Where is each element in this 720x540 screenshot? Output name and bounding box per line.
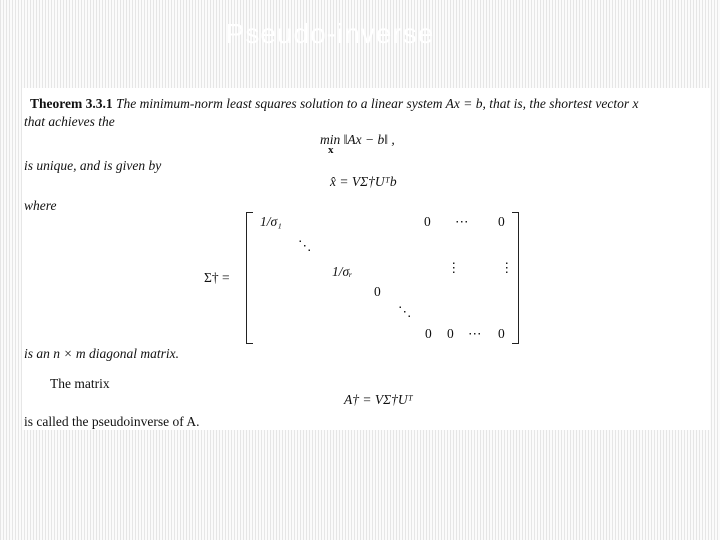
matrix-zero: 0 xyxy=(425,326,432,341)
matrix-zero: 0 xyxy=(424,214,431,229)
slide-title: Pseudo-inverse xyxy=(225,18,435,49)
min-subscript: x xyxy=(328,144,334,156)
matrix-hdots: ⋯ xyxy=(468,326,482,341)
matrix-zero: 0 xyxy=(498,214,505,229)
matrix-vdots: ⋮ xyxy=(447,260,461,275)
called-text: is called the pseudoinverse of A. xyxy=(24,414,200,429)
min-equation: min ‖Ax − b‖ , xyxy=(320,132,395,147)
matrix-hdots: ⋯ xyxy=(455,214,469,229)
right-bracket xyxy=(512,212,519,344)
matrix-zero: 0 xyxy=(447,326,454,341)
pseudoinverse-equation: A† = VΣ†Uᵀ xyxy=(344,392,413,407)
left-bracket xyxy=(246,212,253,344)
matrix-entry-sigma-r: 1/σᵣ xyxy=(332,264,353,279)
theorem-statement: The minimum-norm least squares solution to a linear system Ax = b, that is, the shortest vector x xyxy=(116,96,639,111)
matrix-entry-1-sigma1: 1/σ₁ xyxy=(260,214,282,229)
matrix-zero: 0 xyxy=(374,284,381,299)
where-text: where xyxy=(24,198,57,213)
diagonal-text: is an n × m diagonal matrix. xyxy=(24,346,179,361)
matrix-ddots: ⋱ xyxy=(398,304,412,319)
matrix-vdots: ⋮ xyxy=(500,260,514,275)
sigma-dagger-lhs: Σ† = xyxy=(204,270,230,285)
unique-text: is unique, and is given by xyxy=(24,158,162,173)
the-matrix-text: The matrix xyxy=(50,376,110,391)
solution-equation: x̂ = VΣ†Uᵀb xyxy=(330,174,397,189)
theorem-image xyxy=(22,88,710,430)
matrix-ddots: ⋱ xyxy=(298,238,312,253)
matrix-zero: 0 xyxy=(498,326,505,341)
theorem-statement-cont: that achieves the xyxy=(24,114,115,129)
theorem-label: Theorem 3.3.1 xyxy=(30,96,113,111)
